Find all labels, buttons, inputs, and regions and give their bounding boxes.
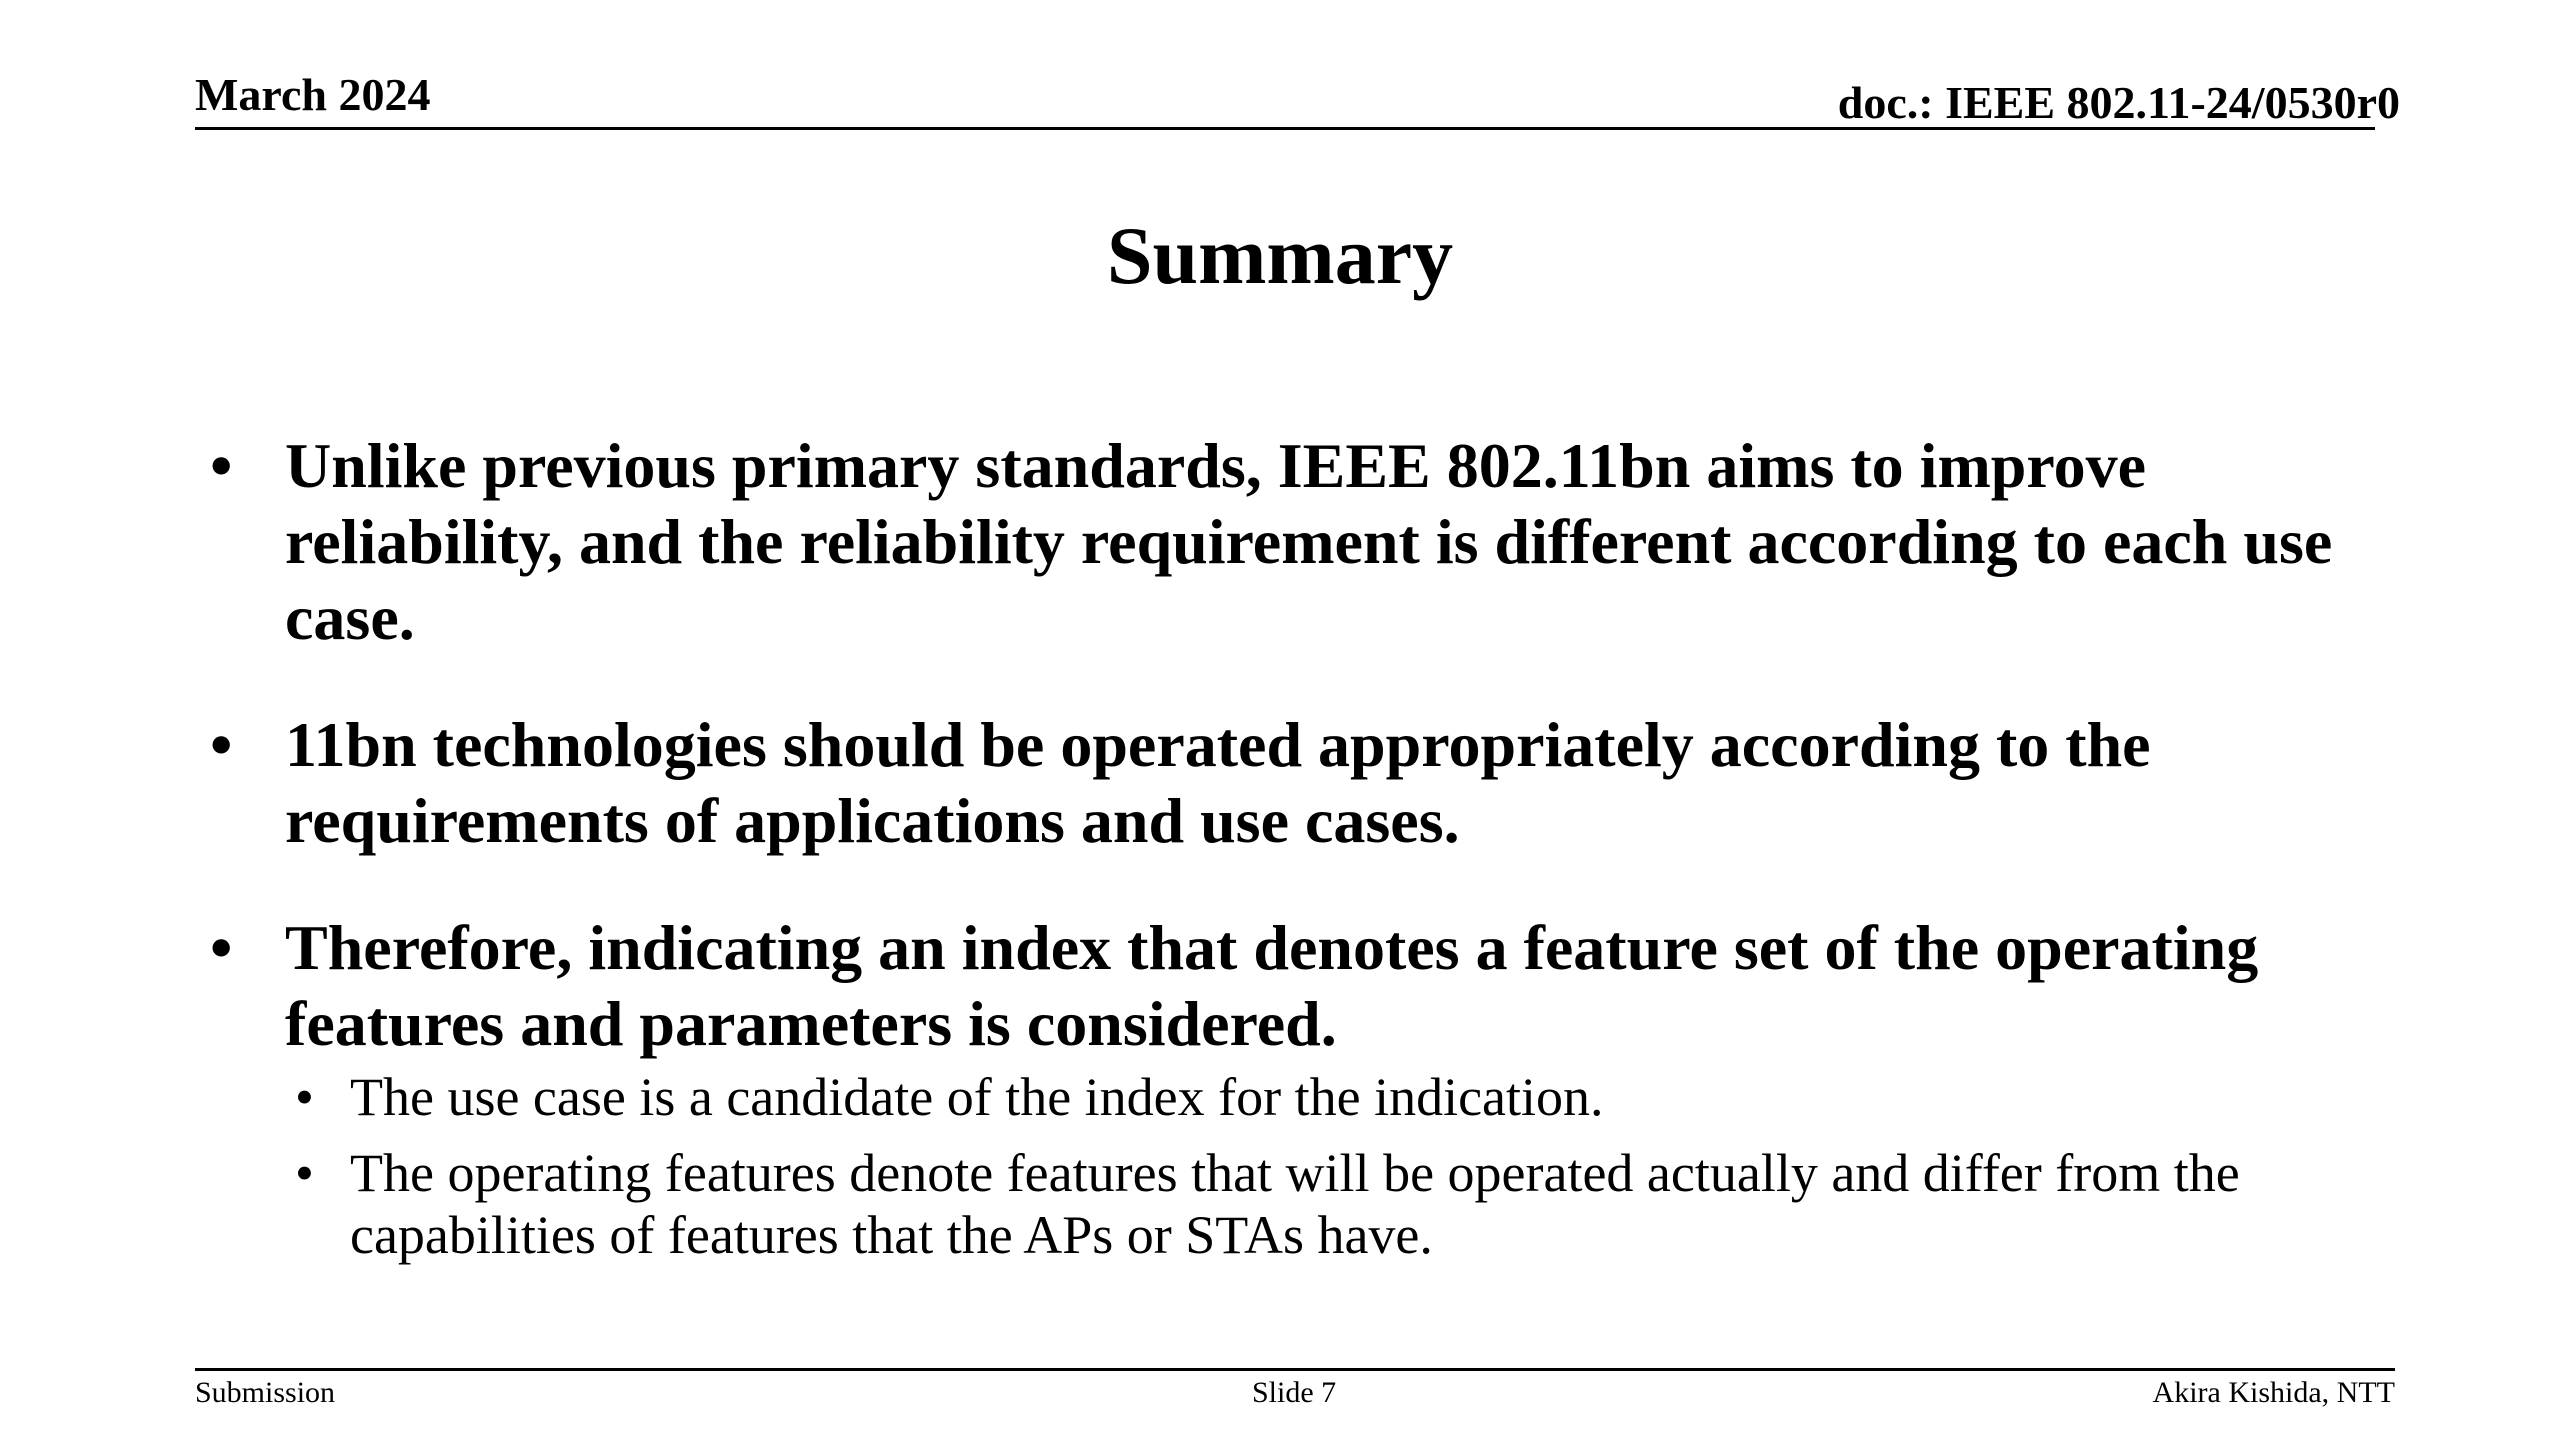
- subbullet-icon: •: [295, 1067, 314, 1127]
- subbullet-text: The use case is a candidate of the index for the indication.: [350, 1067, 1604, 1127]
- bullet-icon: •: [210, 430, 233, 501]
- bullet-text: 11bn technologies should be operated appropriately according to the requirements of applications and use cases.: [285, 709, 2151, 856]
- header-date: March 2024: [195, 69, 431, 120]
- footer-divider: [195, 1368, 2395, 1371]
- footer-author: Akira Kishida, NTT: [2152, 1376, 2395, 1409]
- subbullet-item: [285, 1066, 2410, 1128]
- bullet-item: [210, 910, 2410, 1266]
- header-divider: [195, 127, 2375, 130]
- subbullet-item: [285, 1142, 2410, 1266]
- bullet-text: Therefore, indicating an index that denotes a feature set of the operating features and parameters is considered.: [285, 912, 2259, 1059]
- bullet-item: [210, 428, 2410, 656]
- bullet-icon: •: [210, 709, 233, 780]
- bullet-item: [210, 707, 2410, 859]
- footer-submission: Submission: [195, 1376, 336, 1409]
- header-doc-id: doc.: IEEE 802.11-24/0530r0: [1837, 77, 2400, 128]
- subbullet-text: The operating features denote features that will be operated actually and differ from the capabilities of features that the APs or STAs have.: [350, 1143, 2240, 1265]
- subbullet-icon: •: [295, 1143, 314, 1203]
- bullet-list: [210, 428, 2410, 1317]
- footer-slide-number: Slide 7: [1252, 1376, 1337, 1409]
- subbullet-list: [285, 1066, 2410, 1266]
- bullet-icon: •: [210, 912, 233, 983]
- slide-title: Summary: [1106, 210, 1454, 301]
- bullet-text: Unlike previous primary standards, IEEE 802.11bn aims to improve reliability, and the reliability requirement is different according to each use case.: [285, 430, 2333, 653]
